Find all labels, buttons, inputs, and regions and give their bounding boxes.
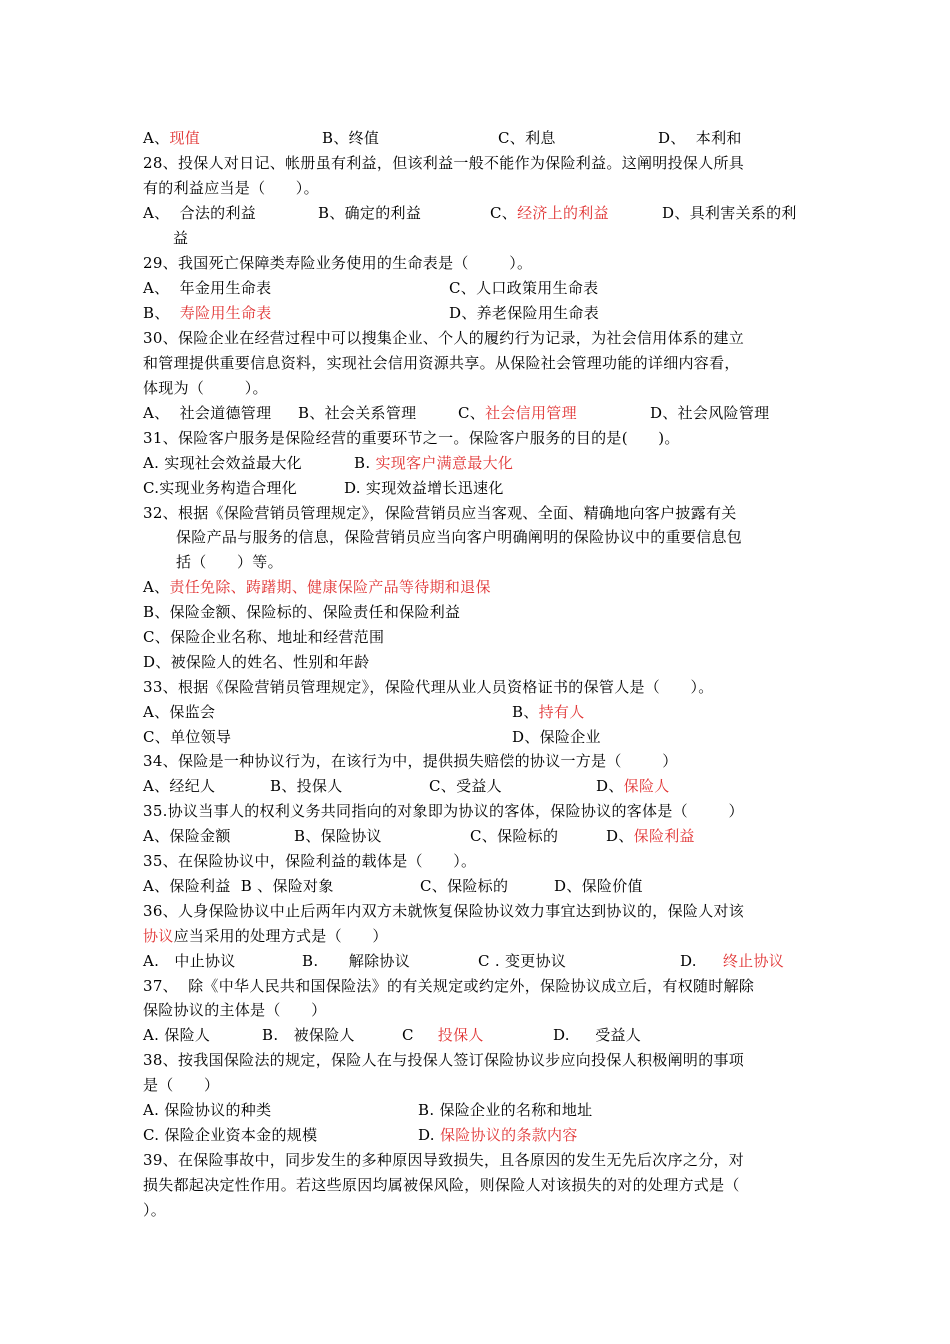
q33-option-b: B、持有人 [512, 703, 585, 721]
q38-option-d: D. 保险协议的条款内容 [418, 1126, 578, 1144]
q27-option-a: A、现值 [143, 129, 201, 147]
q39-stem-line1: 39、在保险事故中，同步发生的多种原因导致损失，且各原因的发生无先后次序之分，对 [143, 1151, 745, 1169]
q34-option-b: B、投保人 [270, 777, 343, 795]
q37-option-c: C 投保人 [402, 1026, 484, 1044]
q31-stem: 31、保险客户服务是保险经营的重要环节之一。保险客户服务的目的是( )。 [143, 429, 680, 447]
q30-option-a: A、 社会道德管理 [143, 404, 272, 422]
q37-stem-line2: 保险协议的主体是（ ） [143, 1001, 327, 1019]
q27-option-b: B、终值 [322, 129, 380, 147]
q31-option-a: A. 实现社会效益最大化 [143, 454, 302, 472]
q31-option-c: C.实现业务构造合理化 [143, 479, 298, 497]
q39-stem-line3: ）。 [143, 1201, 167, 1219]
q36-option-c: C . 变更协议 [478, 952, 567, 970]
q31-option-b: B. 实现客户满意最大化 [354, 454, 514, 472]
q30-option-b: B、社会关系管理 [298, 404, 417, 422]
q35a-option-d: D、保险利益 [606, 827, 695, 845]
q35a-option-a: A、保险金额 [143, 827, 231, 845]
q35b-option-c: C、保险标的 [420, 877, 509, 895]
q32-stem-line2: 保险产品与服务的信息，保险营销员应当向客户明确阐明的保险协议中的重要信息包 [176, 528, 743, 546]
q38-option-c: C. 保险企业资本金的规模 [143, 1126, 318, 1144]
q33-stem: 33、根据《保险营销员管理规定》，保险代理从业人员资格证书的保管人是（ ）。 [143, 678, 714, 696]
q30-option-d: D、社会风险管理 [650, 404, 770, 422]
q36-option-a: A. 中止协议 [143, 952, 236, 970]
q28-option-a-wrap: 益 [173, 229, 189, 247]
q38-stem-line2: 是（ ） [143, 1076, 220, 1094]
q36-option-b: B. 解除协议 [302, 952, 410, 970]
q32-option-d: D、被保险人的姓名、性别和年龄 [143, 653, 370, 671]
q28-option-b: B、确定的利益 [318, 204, 422, 222]
q38-option-b: B. 保险企业的名称和地址 [418, 1101, 593, 1119]
q33-option-c: C、单位领导 [143, 728, 232, 746]
q28-option-a: A、 合法的利益 [143, 204, 257, 222]
q37-option-a: A. 保险人 [143, 1026, 211, 1044]
q28-stem-line2: 有的利益应当是（ ）。 [143, 179, 319, 197]
q37-stem-line1: 37、 除《中华人民共和国保险法》的有关规定或约定外，保险协议成立后，有权随时解除 [143, 977, 755, 995]
q37-option-d: D. 受益人 [553, 1026, 642, 1044]
q38-stem-line1: 38、按我国保险法的规定，保险人在与投保人签订保险协议步应向投保人积极阐明的事项 [143, 1051, 745, 1069]
q35a-stem: 35.协议当事人的权利义务共同指向的对象即为协议的客体，保险协议的客体是（ ） [143, 802, 744, 820]
q30-stem-line2: 和管理提供重要信息资料，实现社会信用资源共享。从保险社会管理功能的详细内容看， [143, 354, 740, 372]
q29-option-c: C、人口政策用生命表 [449, 279, 599, 297]
q28-option-c: C、经济上的利益 [490, 204, 609, 222]
q37-option-b: B. 被保险人 [262, 1026, 355, 1044]
q32-option-a: A、责任免除、踌躇期、健康保险产品等待期和退保 [143, 578, 491, 596]
q28-option-d: D、具利害关系的利 [662, 204, 797, 222]
q35a-option-c: C、保险标的 [470, 827, 559, 845]
q32-stem-line1: 32、根据《保险营销员管理规定》，保险营销员应当客观、全面、精确地向客户披露有关 [143, 504, 737, 522]
q29-option-d: D、养老保险用生命表 [449, 304, 600, 322]
q35b-option-d: D、保险价值 [554, 877, 643, 895]
q35a-option-b: B、保险协议 [294, 827, 382, 845]
q29-option-b: B、 寿险用生命表 [143, 304, 272, 322]
q36-stem-line2: 协议应当采用的处理方式是（ ） [143, 927, 388, 945]
q33-option-a: A、保监会 [143, 703, 216, 721]
q28-stem-line1: 28、投保人对日记、帐册虽有利益，但该利益一般不能作为保险利益。这阐明投保人所具 [143, 154, 745, 172]
q32-option-c: C、保险企业名称、地址和经营范围 [143, 628, 385, 646]
q30-option-c: C、社会信用管理 [458, 404, 577, 422]
q35b-option-ab: A、保险利益 B 、保险对象 [143, 877, 334, 895]
q36-option-d: D. 终止协议 [680, 952, 785, 970]
q32-stem-line3: 括（ ）等。 [176, 553, 283, 571]
q35b-stem: 35、在保险协议中，保险利益的载体是（ ）。 [143, 852, 477, 870]
q29-stem: 29、我国死亡保障类寿险业务使用的生命表是（ ）。 [143, 254, 533, 272]
q34-option-d: D、保险人 [596, 777, 670, 795]
q34-stem: 34、保险是一种协议行为，在该行为中，提供损失赔偿的协议一方是（ ） [143, 752, 678, 770]
q29-option-a: A、 年金用生命表 [143, 279, 272, 297]
q30-stem-line3: 体现为（ ）。 [143, 379, 268, 397]
q33-option-d: D、保险企业 [512, 728, 601, 746]
q32-option-b: B、保险金额、保险标的、保险责任和保险利益 [143, 603, 461, 621]
q30-stem-line1: 30、保险企业在经营过程中可以搜集企业、个人的履约行为记录，为社会信用体系的建立 [143, 329, 745, 347]
q34-option-a: A、经纪人 [143, 777, 216, 795]
q34-option-c: C、受益人 [429, 777, 502, 795]
q38-option-a: A. 保险协议的种类 [143, 1101, 272, 1119]
q39-stem-line2: 损失都起决定性作用。若这些原因均属被保风险，则保险人对该损失的对的处理方式是（ [143, 1176, 740, 1194]
q27-option-c: C、利息 [498, 129, 556, 147]
q27-option-d: D、 本利和 [658, 129, 742, 147]
q36-stem-line1: 36、人身保险协议中止后两年内双方未就恢复保险协议效力事宜达到协议的，保险人对该 [143, 902, 745, 920]
q31-option-d: D. 实现效益增长迅速化 [344, 479, 504, 497]
